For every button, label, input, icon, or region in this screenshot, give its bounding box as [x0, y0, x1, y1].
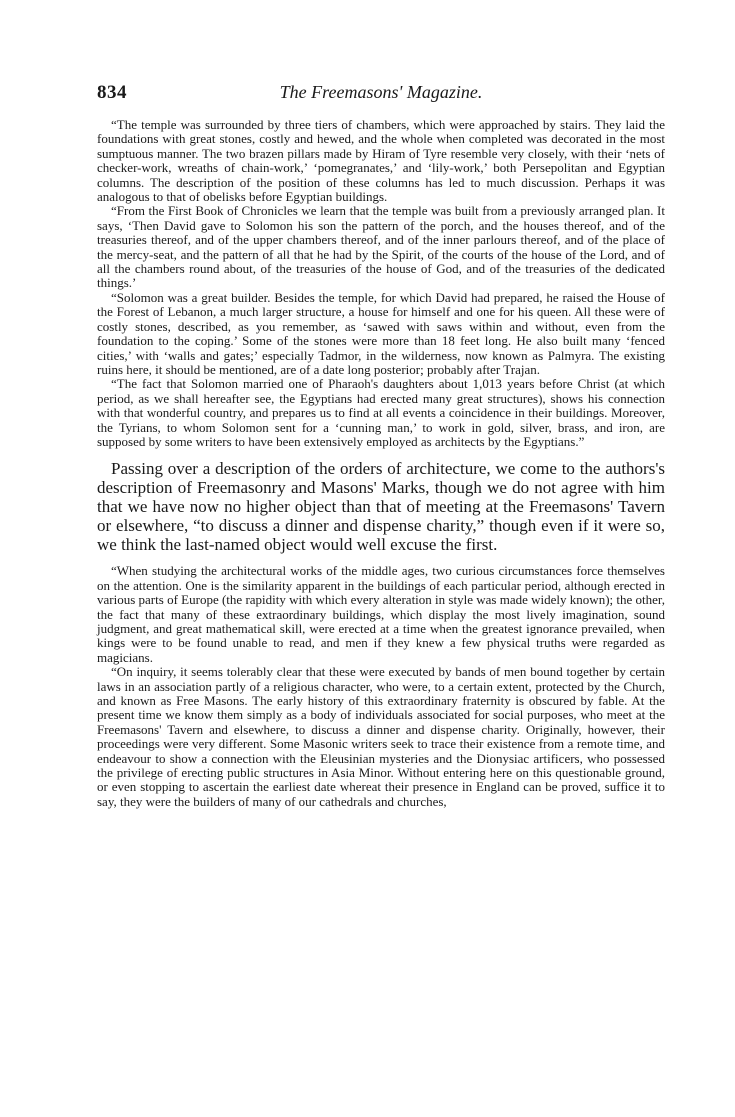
running-title: The Freemasons' Magazine. — [279, 82, 483, 102]
quote-paragraph-free-masons: “On inquiry, it seems tolerably clear that these were executed by bands of men bound together by certain laws in an association partly of a religious character, who were, to a certain extent, protected by the Church, and known as Free Masons. The early history of this extraordinary fraternity is obscured by fable. At the present time we know them simply as a body of individuals associated for social purposes, who meet at the Freemasons' Tavern and elsewhere, to discuss a dinner and dispense charity. Originally, however, their proceedings were very different. Some Masonic writers seek to trace their existence from a remote time, and endeavour to show a connection with the Eleusinian mysteries and the Dionysiac artificers, who possessed the privilege of erecting public structures in Asia Minor. Without entering here on this questionable ground, or even stopping to ascertain the earliest date whereat their presence in England can be proved, suffice it to say, they were the builders of many of our cathedrals and churches, — [97, 664, 665, 809]
quote-paragraph-pharaoh-daughter: “The fact that Solomon married one of Pharaoh's daughters about 1,013 years before Christ (at which period, as we shall hereafter see, the Egyptians had erected many great structures), shows his connection with that wonderful country, and prepares us to find at all events a coincidence in their buildings. Moreover, the Tyrians, to whom Solomon sent for a ‘cunning man,’ to work in gold, silver, brass, and iron, are supposed by some writers to have been extensively employed as architects by the Egyptians.” — [97, 376, 665, 449]
body-paragraph-orders-of-architecture: Passing over a description of the orders of architecture, we come to the authors's description of Freemasonry and Masons' Marks, though we do not agree with him that we have now no higher object than that of meeting at the Freemasons' Tavern or elsewhere, “to discuss a dinner and dispense charity,” though even if it were so, we think the last-named object would well excuse the first. — [97, 459, 665, 555]
quote-paragraph-chronicles: “From the First Book of Chronicles we learn that the temple was built from a previously arranged plan. It says, ‘Then David gave to Solomon his son the pattern of the porch, and the houses thereof, and of the treasuries thereof, and of the upper chambers thereof, and of the inner parlours thereof, and of the place of the mercy-seat, and the pattern of all that he had by the Spirit, of the courts of the house of the Lord, and of all the chambers round about, of the treasuries of the house of God, and of the treasuries of the dedicated things.’ — [97, 203, 665, 291]
page-header — [97, 82, 665, 108]
page-number: 834 — [97, 82, 127, 103]
quote-paragraph-temple-chambers: “The temple was surrounded by three tiers of chambers, which were approached by stairs. They laid the foundations with great stones, costly and hewed, and the whole when completed was decorated in the most sumptuous manner. The two brazen pillars made by Hiram of Tyre resemble very closely, with their ‘nets of checker-work, wreaths of chain-work,’ ‘pomegranates,’ and ‘lily-work,’ both Persepolitan and Egyptian columns. The description of the position of these columns has led to much discussion. Perhaps it was analogous to that of obelisks before Egyptian buildings. — [97, 117, 665, 205]
text-column — [97, 118, 665, 809]
quote-paragraph-middle-ages: “When studying the architectural works of the middle ages, two curious circumstances force themselves on the attention. One is the similarity apparent in the buildings of each particular period, although erected in various parts of Europe (the rapidity with which every alteration in style was made widely known); the other, the fact that many of these extraordinary buildings, which display the most lively imagination, sound judgment, and great mathematical skill, were erected at a time when the greatest ignorance prevailed, when kings were to be found unable to read, and men if they knew a few physical truths were regarded as magicians. — [97, 563, 665, 665]
quote-paragraph-solomon-builder: “Solomon was a great builder. Besides the temple, for which David had prepared, he raised the House of the Forest of Lebanon, a much larger structure, a house for himself and one for his queen. All these were of costly stones, described, as you remember, as ‘sawed with saws within and without, even from the foundation to the coping.’ Some of the stones were more than 18 feet long. He also built many ‘fenced cities,’ with ‘walls and gates;’ especially Tadmor, in the wilderness, now known as Palmyra. The existing ruins here, it should be mentioned, are of a date long posterior; probably after Trajan. — [97, 289, 665, 377]
